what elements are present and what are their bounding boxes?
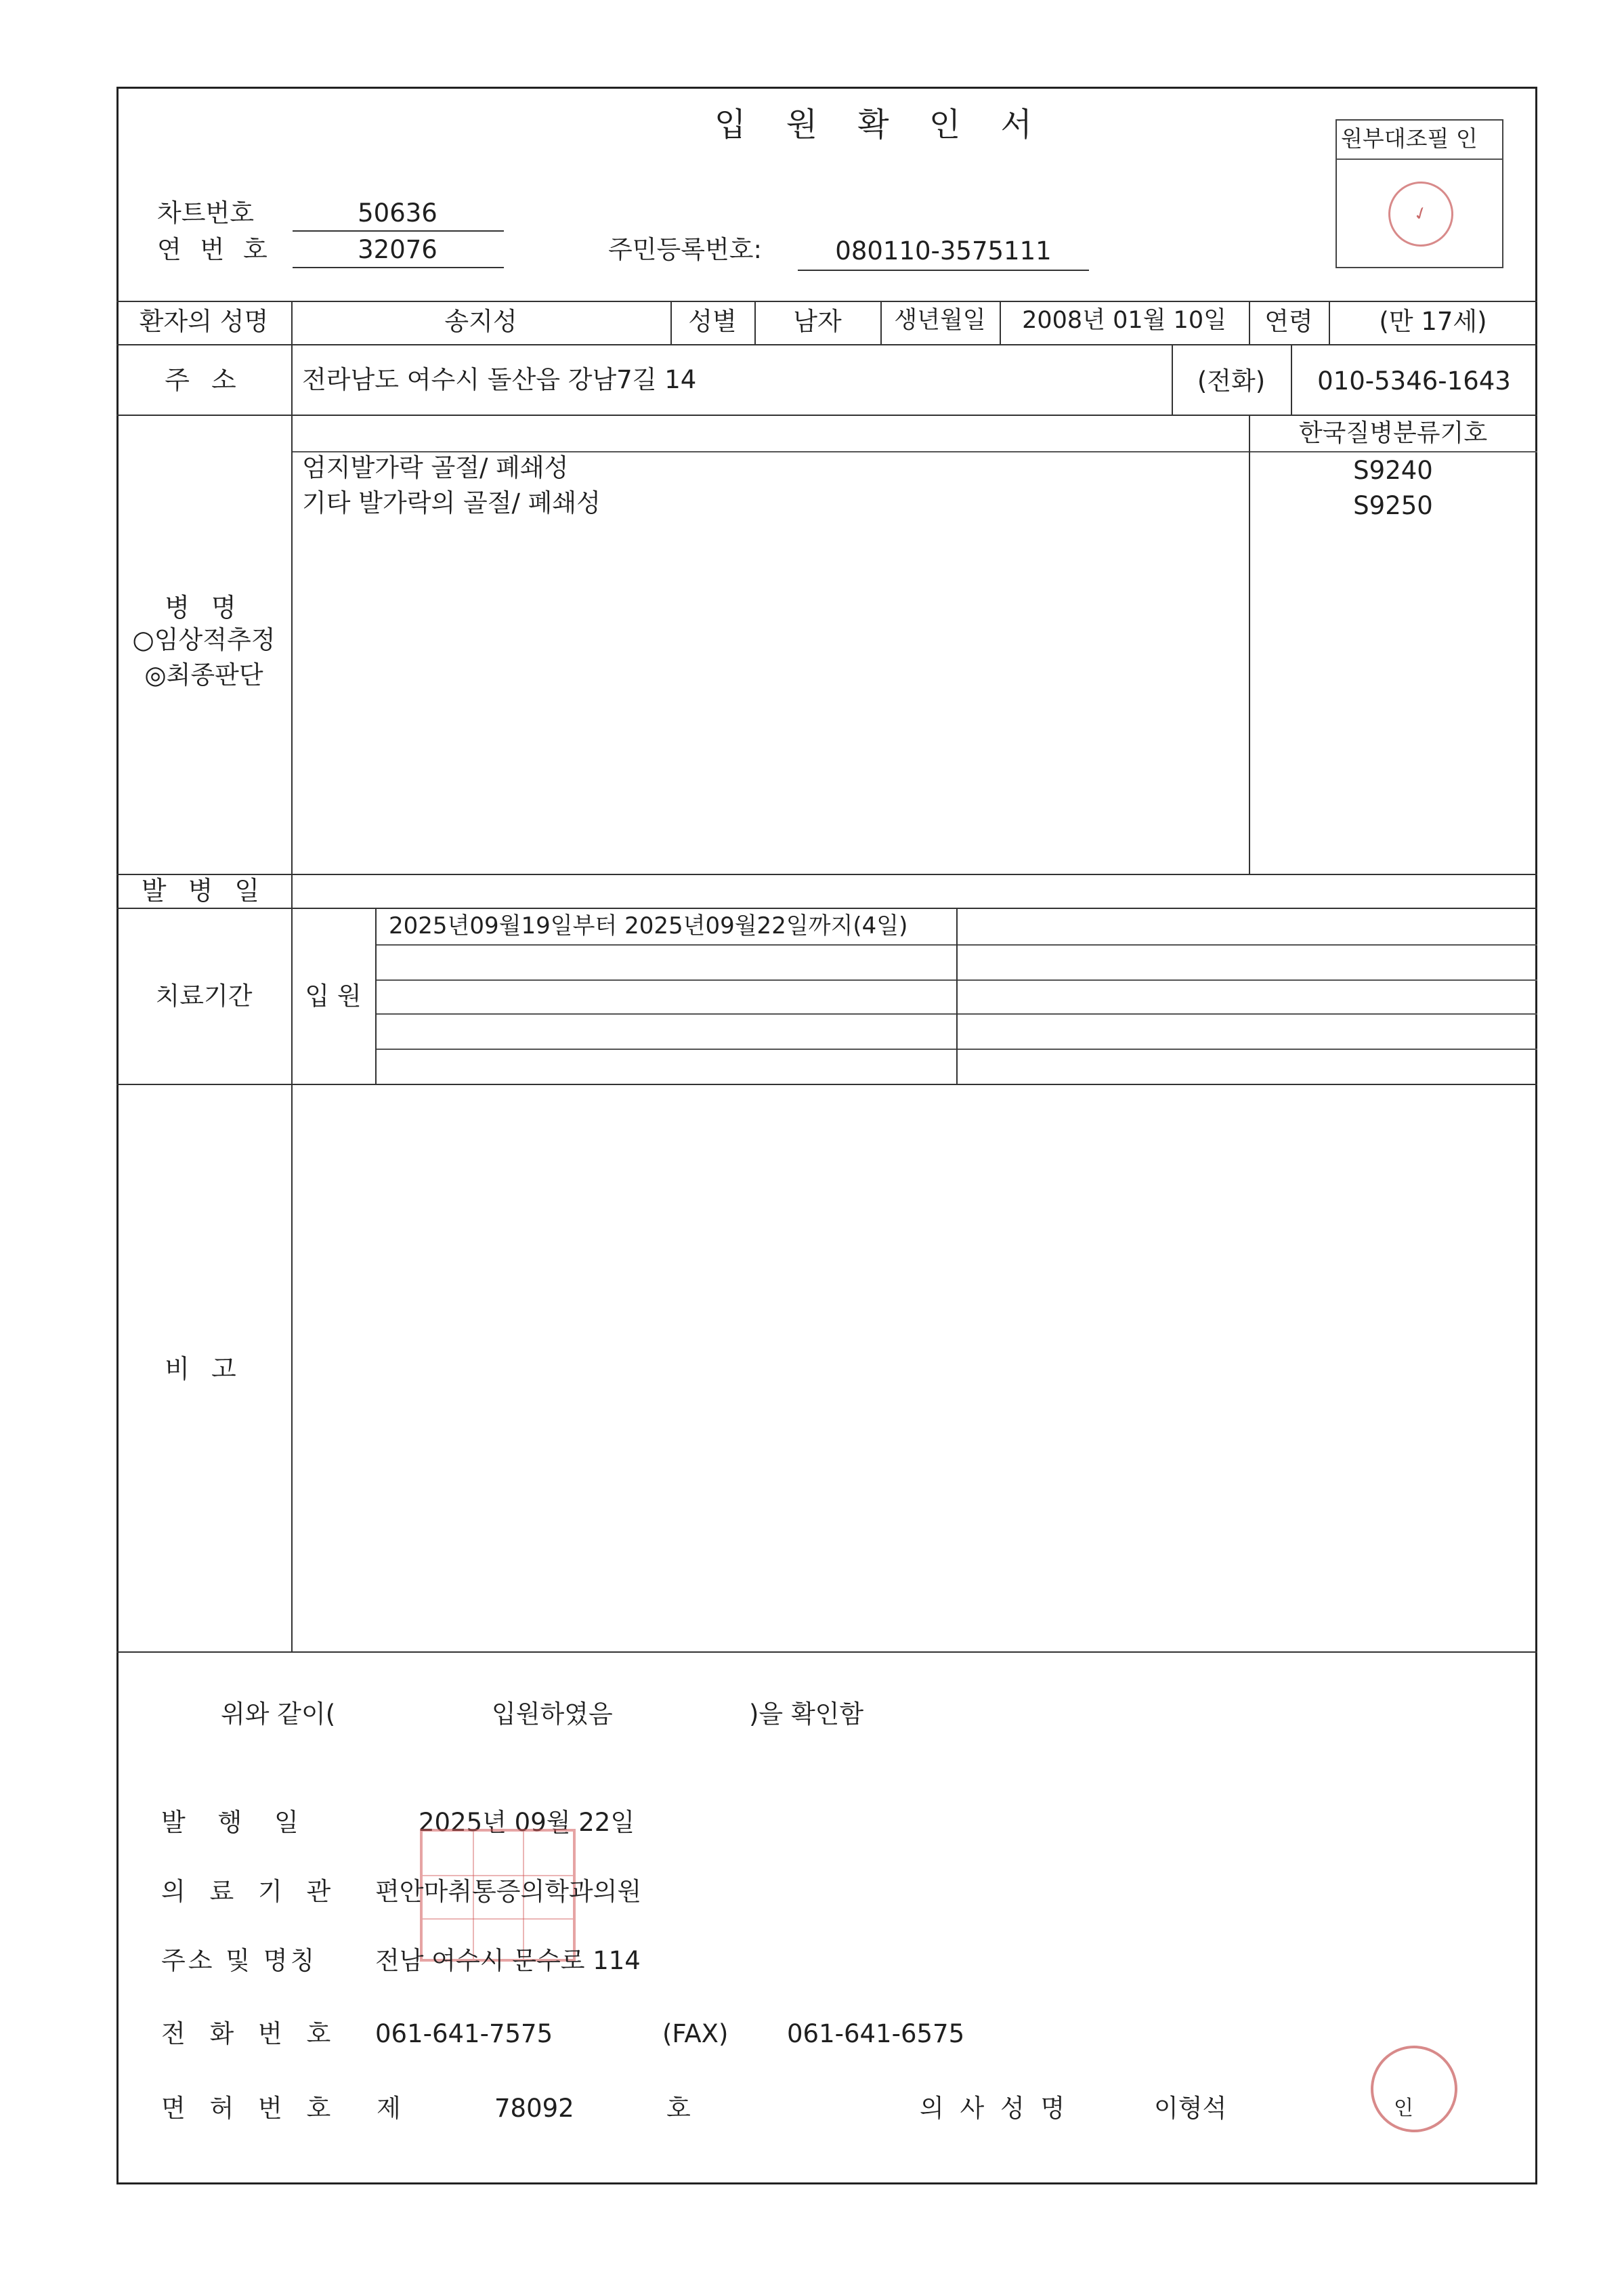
diagnosis-clinical-label: ○임상적추정 [132, 625, 276, 654]
tel-label: 전 화 번 호 [161, 2019, 339, 2048]
patient-name-label: 환자의 성명 [139, 307, 269, 336]
diagnosis-item-name: 엄지발가락 골절/ 폐쇄성 [302, 453, 569, 482]
diagnosis-item-code: S9240 [1353, 456, 1433, 485]
diagnosis-final-label: ◎최종판단 [144, 660, 263, 690]
patient-name: 송지성 [444, 307, 517, 336]
stamp-header: 원부대조필 인 [1341, 125, 1478, 152]
institution-name: 편안마취통증의학과의원 [375, 1877, 642, 1906]
confirm-middle: 입원하였음 [492, 1699, 613, 1729]
dob-label: 생년월일 [894, 307, 986, 334]
remarks-label: 비 고 [165, 1354, 243, 1384]
license-no: 78092 [494, 2094, 574, 2123]
treatment-label: 치료기간 [155, 981, 253, 1011]
institution-address-label: 주소 및 명칭 [161, 1946, 318, 1975]
treatment-period: 2025년09월19일부터 2025년09월22일까지(4일) [389, 912, 908, 939]
serial-no-value: 32076 [358, 235, 437, 264]
sex-value: 남자 [793, 307, 842, 336]
chart-no-value: 50636 [358, 198, 437, 228]
sex-label: 성별 [688, 307, 737, 336]
issue-date: 2025년 09월 22일 [419, 1808, 635, 1837]
license-suffix: 호 [666, 2094, 691, 2123]
seal-mark: 인 [1394, 2096, 1413, 2120]
diagnosis-item-name: 기타 발가락의 골절/ 폐쇄성 [302, 488, 601, 517]
serial-no-label: 연 번 호 [157, 235, 273, 264]
tel-value: 061-641-7575 [375, 2019, 553, 2048]
onset-label: 발 병 일 [141, 876, 267, 906]
document-frame [116, 87, 1537, 2184]
chart-no-label: 차트번호 [157, 198, 254, 228]
treatment-type: 입 원 [305, 981, 362, 1011]
verification-stamp-box [1335, 119, 1503, 268]
phone-value: 010-5346-1643 [1317, 366, 1511, 396]
age-label: 연령 [1264, 307, 1313, 336]
address-label: 주 소 [165, 365, 243, 395]
phone-label: (전화) [1197, 366, 1266, 396]
age-value: (만 17세) [1379, 307, 1487, 336]
resident-no-value: 080110-3575111 [835, 236, 1052, 266]
fax-value: 061-641-6575 [787, 2019, 965, 2048]
confirm-suffix: )을 확인함 [749, 1699, 864, 1729]
license-label: 면 허 번 호 [161, 2094, 339, 2123]
diagnosis-label: 병 명 [165, 593, 243, 622]
diagnosis-item-code: S9250 [1353, 491, 1433, 520]
issue-date-label: 발 행 일 [161, 1808, 311, 1837]
license-prefix: 제 [377, 2094, 401, 2123]
doctor-label: 의 사 성 명 [920, 2094, 1069, 2123]
fax-label: (FAX) [662, 2019, 729, 2048]
resident-no-label: 주민등록번호: [608, 235, 762, 264]
institution-address: 전남 여수시 문수로 114 [375, 1946, 641, 1975]
institution-label: 의 료 기 관 [161, 1877, 339, 1906]
doctor-name: 이형석 [1154, 2094, 1227, 2123]
confirm-prefix: 위와 같이( [221, 1699, 336, 1729]
verification-seal-icon: ✓ [1379, 172, 1462, 255]
document-title: 입 원 확 인 서 [714, 106, 1047, 144]
code-header: 한국질병분류기호 [1298, 419, 1488, 447]
dob-value: 2008년 01월 10일 [1022, 307, 1226, 334]
address-value: 전라남도 여수시 돌산읍 강남7길 14 [302, 365, 697, 394]
